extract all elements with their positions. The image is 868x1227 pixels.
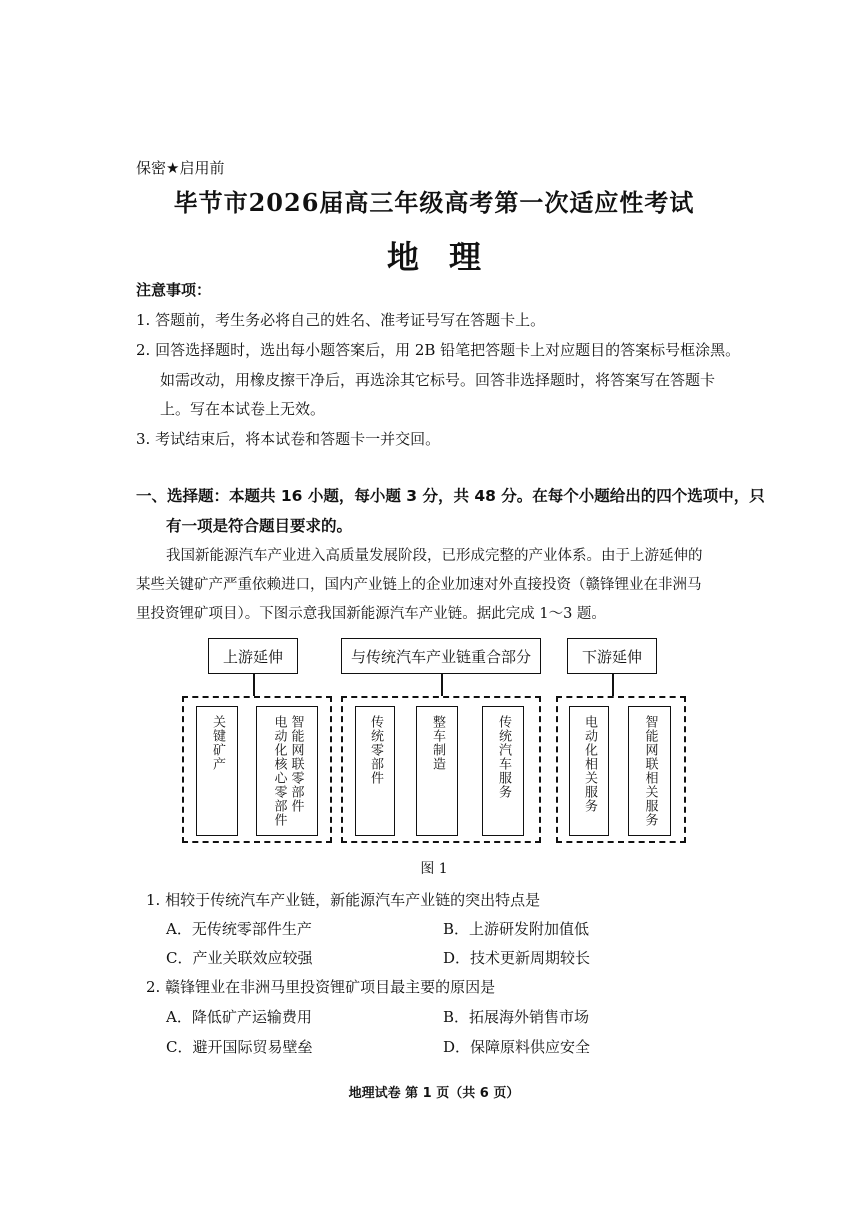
note-1: 1. 答题前，考生务必将自己的姓名、准考证号写在答题卡上。: [136, 311, 546, 329]
item-label: 电动化核心零部件: [271, 715, 287, 827]
item-label: 传统汽车服务: [496, 715, 511, 799]
downstream-label: 下游延伸: [581, 647, 642, 666]
question-2-option-a: A．降低矿产运输费用: [166, 1008, 312, 1026]
question-2-option-d: D．保障原料供应安全: [443, 1038, 591, 1056]
item-electrification-services: [569, 706, 609, 836]
connector-downstream: [612, 674, 614, 696]
confidential-mark: 保密★启用前: [136, 159, 225, 177]
section-heading-cont: 有一项是符合题目要求的。: [166, 517, 353, 535]
question-2-option-c: C．避开国际贸易壁垒: [166, 1038, 313, 1056]
overlap-label: 与传统汽车产业链重合部分: [350, 647, 531, 666]
overlap-label-box: [341, 638, 541, 674]
note-2-cont2: 上。写在本试卷上无效。: [160, 400, 326, 418]
section-heading: 一、选择题：本题共 16 小题，每小题 3 分，共 48 分。在每个小题给出的四个选项中，只: [136, 487, 765, 505]
upstream-label: 上游延伸: [222, 647, 283, 666]
item-vehicle-manufacturing: [416, 706, 458, 836]
question-1-option-d: D．技术更新周期较长: [443, 949, 591, 967]
item-label: 整车制造: [430, 715, 445, 771]
question-2-option-b: B．拓展海外销售市场: [443, 1008, 590, 1026]
downstream-group: [556, 696, 686, 843]
passage-line-1: 我国新能源汽车产业进入高质量发展阶段，已形成完整的产业体系。由于上游延伸的: [166, 548, 703, 564]
notes-heading: 注意事项：: [136, 281, 212, 299]
exam-title: 毕节市2026届高三年级高考第一次适应性考试: [173, 188, 695, 217]
downstream-label-box: [567, 638, 657, 674]
figure-caption: 图 1: [420, 861, 448, 877]
passage-line-2: 某些关键矿产严重依赖进口，国内产业链上的企业加速对外直接投资（赣锋锂业在非洲马: [136, 577, 702, 593]
note-3: 3. 考试结束后，将本试卷和答题卡一并交回。: [136, 430, 441, 448]
passage-line-3: 里投资锂矿项目）。下图示意我国新能源汽车产业链。据此完成 1～3 题。: [136, 606, 606, 622]
connector-upstream: [253, 674, 255, 696]
question-2-stem: 2. 赣锋锂业在非洲马里投资锂矿项目最主要的原因是: [146, 978, 496, 996]
note-2-cont: 如需改动，用橡皮擦干净后，再选涂其它标号。回答非选择题时，将答案写在答题卡: [160, 371, 716, 389]
question-1-option-c: C．产业关联效应较强: [166, 949, 313, 967]
item-label: 智能网联相关服务: [642, 715, 658, 827]
item-label: 传统零部件: [368, 715, 383, 785]
item-traditional-parts: [355, 706, 395, 836]
item-connected-services: [628, 706, 671, 836]
overlap-group: [341, 696, 541, 843]
item-core-components: [256, 706, 318, 836]
item-label: 电动化相关服务: [582, 715, 597, 813]
connector-overlap: [441, 674, 443, 696]
item-label: 智能网联零部件: [288, 715, 304, 813]
item-label: 关键矿产: [210, 715, 225, 771]
subject-title: 地理: [386, 238, 511, 276]
question-1-option-a: A．无传统零部件生产: [166, 920, 312, 938]
upstream-group: [182, 696, 332, 843]
page-footer: 地理试卷 第 1 页（共 6 页）: [348, 1086, 520, 1101]
question-1-option-b: B．上游研发附加值低: [443, 920, 590, 938]
upstream-label-box: [208, 638, 298, 674]
item-traditional-services: [482, 706, 524, 836]
question-1-stem: 1. 相较于传统汽车产业链，新能源汽车产业链的突出特点是: [146, 891, 541, 909]
note-2: 2. 回答选择题时，选出每小题答案后，用 2B 铅笔把答题卡上对应题目的答案标号框涂黑。: [136, 341, 741, 359]
item-key-minerals: [196, 706, 238, 836]
